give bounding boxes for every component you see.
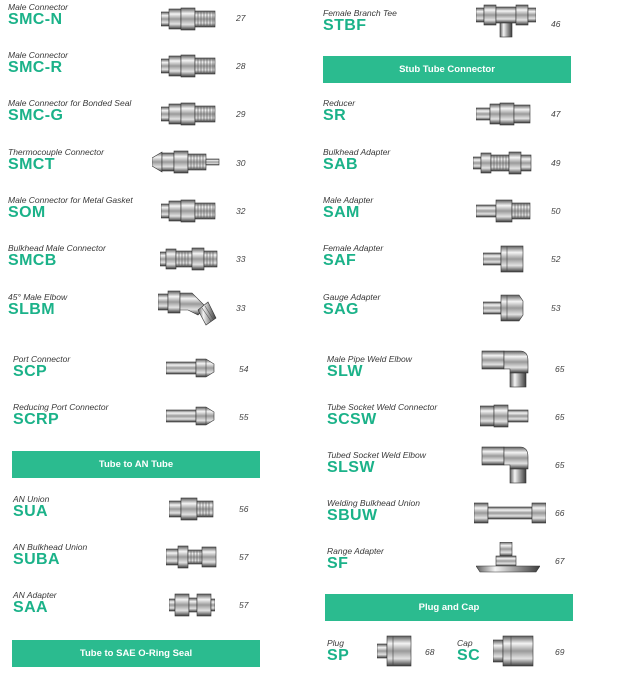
item-code: SLSW bbox=[327, 459, 375, 476]
item-description: Female Adapter bbox=[323, 243, 384, 253]
item-description: Port Connector bbox=[13, 354, 71, 364]
item-code: STBF bbox=[323, 17, 367, 34]
page-number: 32 bbox=[236, 206, 246, 216]
item-description: Tubed Socket Weld Elbow bbox=[327, 450, 426, 460]
page-number: 33 bbox=[236, 303, 246, 313]
item-description: Gauge Adapter bbox=[323, 292, 381, 302]
item-description: Welding Bulkhead Union bbox=[327, 498, 420, 508]
item-code: SLW bbox=[327, 363, 363, 380]
male-adapter-icon bbox=[476, 198, 532, 224]
item-code: SMC-R bbox=[8, 59, 63, 76]
item-code: SMC-N bbox=[8, 11, 63, 28]
tee-icon bbox=[476, 2, 536, 38]
range-adapter-icon bbox=[476, 542, 540, 576]
male-connector-icon bbox=[161, 198, 217, 224]
socket-weld-connector-icon bbox=[480, 403, 530, 429]
item-description: AN Union bbox=[13, 494, 50, 504]
page-number: 67 bbox=[555, 556, 565, 566]
item-code: SLBM bbox=[8, 301, 55, 318]
page-number: 55 bbox=[239, 412, 249, 422]
item-code: SCRP bbox=[13, 411, 60, 428]
bulkhead-union-icon bbox=[166, 544, 218, 570]
weld-elbow-icon bbox=[480, 445, 530, 485]
section-header-stub-tube: Stub Tube Connector bbox=[323, 56, 571, 83]
reducer-icon bbox=[476, 101, 532, 127]
item-description: Male Connector bbox=[8, 2, 69, 12]
item-description: AN Adapter bbox=[13, 590, 57, 600]
item-code: SP bbox=[327, 647, 350, 664]
item-description: Tube Socket Weld Connector bbox=[327, 402, 438, 412]
page-number: 46 bbox=[551, 19, 561, 29]
item-code: SMC-G bbox=[8, 107, 64, 124]
item-description: Range Adapter bbox=[327, 546, 384, 556]
bulkhead-adapter-icon bbox=[473, 150, 533, 176]
page-number: 52 bbox=[551, 254, 561, 264]
thermocouple-connector-icon bbox=[152, 148, 220, 176]
page-number: 66 bbox=[555, 508, 565, 518]
union-icon bbox=[169, 496, 215, 522]
elbow-45-icon bbox=[158, 288, 218, 326]
item-description: Cap bbox=[457, 638, 473, 648]
item-description: Bulkhead Adapter bbox=[323, 147, 391, 157]
item-code: SAB bbox=[323, 156, 358, 173]
section-header-tube-to-sae: Tube to SAE O-Ring Seal bbox=[12, 640, 260, 667]
item-code: SBUW bbox=[327, 507, 378, 524]
item-code: SUBA bbox=[13, 551, 60, 568]
item-code: SAM bbox=[323, 204, 360, 221]
port-connector-icon bbox=[166, 355, 216, 381]
page-number: 27 bbox=[236, 13, 246, 23]
item-description: Male Connector for Bonded Seal bbox=[8, 98, 132, 108]
female-adapter-icon bbox=[483, 244, 525, 274]
page-number: 65 bbox=[555, 460, 565, 470]
page-number: 65 bbox=[555, 412, 565, 422]
item-description: Bulkhead Male Connector bbox=[8, 243, 106, 253]
page-number: 50 bbox=[551, 206, 561, 216]
item-code: SCP bbox=[13, 363, 48, 380]
item-description: Male Connector for Metal Gasket bbox=[8, 195, 133, 205]
item-description: Male Pipe Weld Elbow bbox=[327, 354, 412, 364]
item-description: Male Adapter bbox=[323, 195, 374, 205]
page-number: 69 bbox=[555, 647, 565, 657]
item-code: SMCT bbox=[8, 156, 55, 173]
adapter-icon bbox=[169, 592, 215, 618]
item-code: SAA bbox=[13, 599, 48, 616]
item-description: 45° Male Elbow bbox=[8, 292, 68, 302]
page-number: 68 bbox=[425, 647, 435, 657]
item-code: SC bbox=[457, 647, 481, 664]
item-description: Thermocouple Connector bbox=[8, 147, 104, 157]
cap-icon bbox=[493, 634, 535, 668]
welding-bulkhead-union-icon bbox=[474, 500, 546, 526]
item-description: Male Connector bbox=[8, 50, 69, 60]
page-number: 65 bbox=[555, 364, 565, 374]
plug-icon bbox=[377, 634, 417, 668]
item-code: SCSW bbox=[327, 411, 377, 428]
item-description: AN Bulkhead Union bbox=[13, 542, 88, 552]
item-description: Reducer bbox=[323, 98, 356, 108]
weld-elbow-icon bbox=[480, 349, 530, 389]
page-number: 29 bbox=[236, 109, 246, 119]
item-code: SAF bbox=[323, 252, 357, 269]
page-number: 28 bbox=[236, 61, 246, 71]
male-connector-icon bbox=[161, 53, 217, 79]
male-connector-icon bbox=[161, 6, 217, 32]
item-code: SR bbox=[323, 107, 347, 124]
page-number: 57 bbox=[239, 600, 249, 610]
gauge-adapter-icon bbox=[483, 293, 525, 323]
item-description: Female Branch Tee bbox=[323, 8, 397, 18]
page-number: 49 bbox=[551, 158, 561, 168]
page-number: 47 bbox=[551, 109, 561, 119]
section-header-plug-and-cap: Plug and Cap bbox=[325, 594, 573, 621]
item-code: SF bbox=[327, 555, 349, 572]
page-number: 57 bbox=[239, 552, 249, 562]
male-connector-icon bbox=[161, 101, 217, 127]
item-description: Reducing Port Connector bbox=[13, 402, 109, 412]
section-header-tube-to-an: Tube to AN Tube bbox=[12, 451, 260, 478]
port-connector-icon bbox=[166, 403, 216, 429]
item-code: SUA bbox=[13, 503, 48, 520]
page-number: 33 bbox=[236, 254, 246, 264]
bulkhead-connector-icon bbox=[160, 246, 218, 272]
page-number: 30 bbox=[236, 158, 246, 168]
page-number: 56 bbox=[239, 504, 249, 514]
item-description: Plug bbox=[327, 638, 345, 648]
page-number: 54 bbox=[239, 364, 249, 374]
item-code: SMCB bbox=[8, 252, 57, 269]
page-number: 53 bbox=[551, 303, 561, 313]
item-code: SOM bbox=[8, 204, 46, 221]
item-code: SAG bbox=[323, 301, 359, 318]
